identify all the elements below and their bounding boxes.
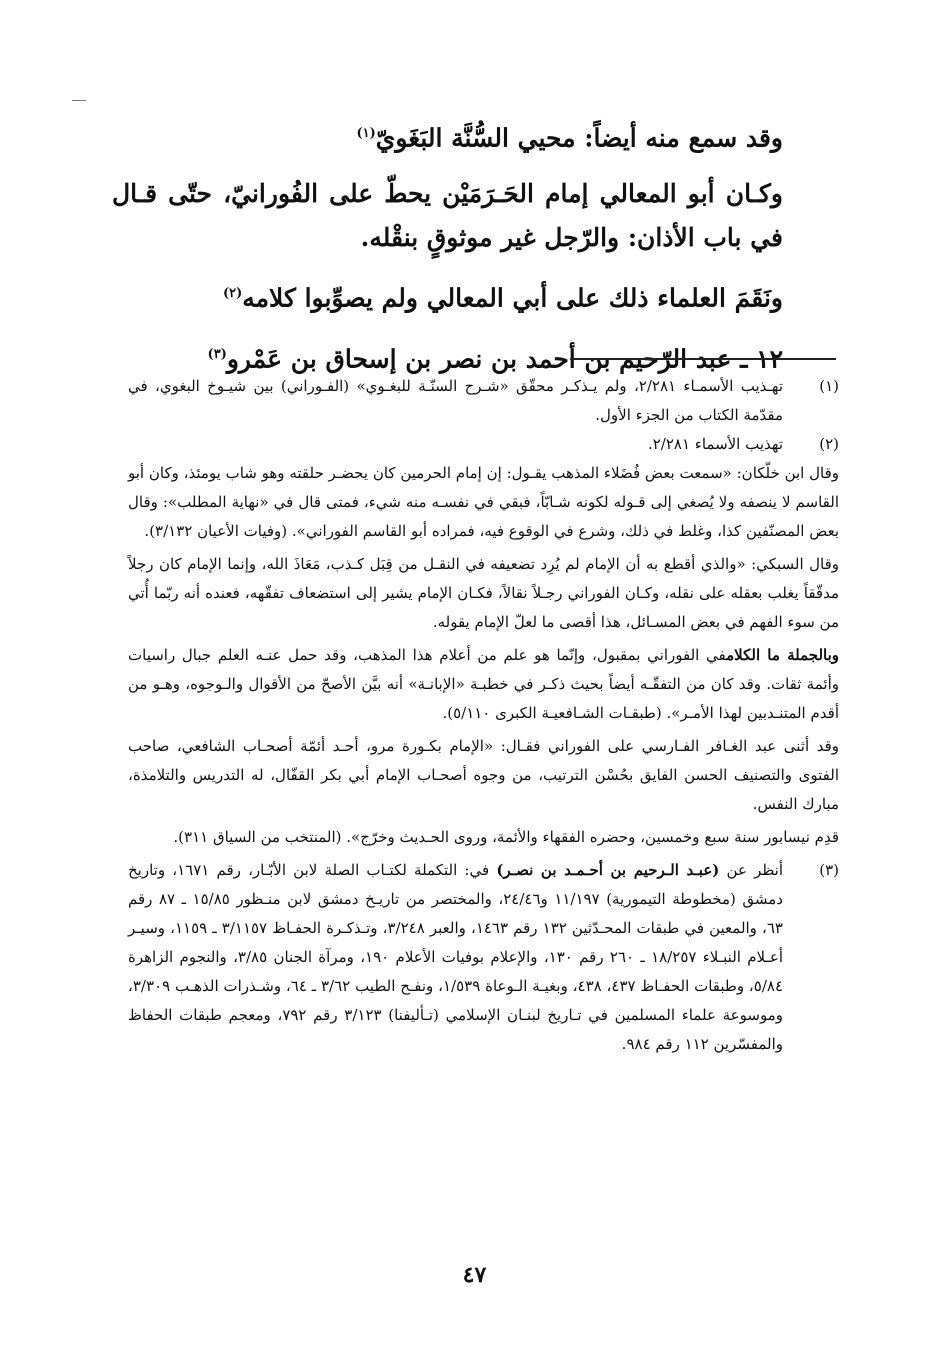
footnote-ref-2[interactable]: (٢) <box>222 286 243 302</box>
footnote-2-paragraph: وقال السبكي: «والذي أقطع به أن الإمام لم يُرِد تضعيفه في النقـل من قِبَل كـذب، مَعَاذَ الله، وإنما الإمام كان رجلاً مدقّقاً يغلب بعقله على نقله، وكـان الفوراني رجـلاً نقالاً، فكـان الإمام يشير إلى استضعاف تفقّهه، فعنده أنه ربّما أُتي من سوء الفهم في بعض المسـائل، هذا أقصى ما لعلّ الإمام يقوله. <box>128 555 839 631</box>
footnote-2-paragraph: وقد أثنى عبد الغـافر الفـارسي على الفوراني فقـال: «الإمام بكـورة مرو، أحـد أئمّة أصحـاب الشافعي، صاحب الفتوى والتصنيف الحسن الفايق بحُسْن الترتيب، من وجوه أصحـاب الإمام أبي بكر القفّال، له التدريس والتلامذة، مبارك النفس. <box>128 737 839 813</box>
footnote-2 <box>128 430 839 459</box>
bold-name: (عبـد الـرحيم بن أحـمـد بن نصـر) <box>496 861 720 879</box>
footnote-number: (٢) <box>819 435 839 453</box>
footnote-2-paragraph: وقال ابن خلّكان: «سمعت بعض فُضَلاء المذهب يقـول: إن إمام الحرمين كان يحضـر حلقته وهو شاب يومئذ، وكان أبو القاسم لا ينصفه ولا يُصغي إلى قـوله لكونه شـابّاً، فبقي في نفسـه منه شيء، فمتى قال في «نهاية المطلب»: وقال بعض المصنّفين كذا، وغلط في ذلك، وشرع في الوقوع فيه، فمراده أبو القاسم الفوراني». (وفيات الأعيان ٣/١٣٢). <box>128 464 839 540</box>
bold-lead: وبالجملة ما الكلام <box>726 646 839 664</box>
margin-mark <box>72 100 86 101</box>
entry-heading: ١٢ ـ عبد الرّحيم بن أحمد بن نصر بن إسحاق بن عَمْرو$^{(٣)}$ <box>207 343 783 373</box>
footnote-text: تهذيب الأسماء ٢/٢٨١. <box>647 435 783 453</box>
page-number: ٤٧ <box>462 1262 487 1288</box>
footnote-separator <box>570 358 836 360</box>
footnote-ref-1[interactable]: (١) <box>356 126 376 141</box>
footnote-number: (١) <box>819 377 839 395</box>
main-text <box>112 112 837 393</box>
footnote-text: أنظر عن (عبـد الـرحيم بن أحـمـد بن نصـر) في: التكملة لكتـاب الصلة لابن الأبّـار، رقم ١٦٧١، وتاريخ دمشق (مخطوطة التيمورية) ١١/١٩٧ و٢٤/٤٦، والمختصر من تاريـخ دمشق لابن منـظور ١٥/٨٥ ـ ٨٧ رقم ٦٣، والمعين في طبقات المحـدّثين ١٣٢ رقم ١٤٦٣، والعبر ٣/٢٤٨، وتـذكـرة الحفـاظ ٣/١١٥٧ ـ ١١٥٩، وسيـر أعـلام النبـلاء ١٨/٢٥٧ ـ ٢٦٠ رقم ١٣٠، والإعلام بوفيات الأعلام ١٩٠، ومرآة الجنان ٣/٨٥، والنجوم الزاهرة ٥/٨٤، وطبقات الحفـاظ ٤٣٧، ٤٣٨، وبغيـة الـوعاة ١/٥٣٩، ونفـح الطيب ٣/٦٢ ـ ٦٤، وشـذرات الذهـب ٣/٣٠٩، وموسوعة علماء المسلمين في تـاريخ لبنـان الإسلامي (تـأليفنا) ٣/١٢٣ رقم ٧٩٢، ومعجم طبقات الحفاظ والمفسّرين ١١٢ رقم ٩٨٤. <box>128 861 784 1053</box>
main-paragraph-2: وكـان أبو المعالي إمام الحَـرَمَيْن يحطّ على الفُورانيّ، حتّى قـال في باب الأذان: والرّجل غير موثوقٍ بنقْله. <box>112 179 783 253</box>
footnote-3 <box>128 856 839 1059</box>
footnote-2-paragraph: قدِم نيسابور سنة سبع وخمسين، وحضره الفقهاء والأئمة، وروى الحـديث وخرّج». (المنتخب من السياق ٣١١). <box>173 828 839 846</box>
footnote-1 <box>128 372 839 430</box>
footnotes <box>128 372 839 1059</box>
footnote-2-paragraph: وبالجملة ما الكلامفي الفوراني بمقبول، وإنّما هو علم من أعلام هذا المذهب، وقد حمل عنـه العلم جبال راسيات وأئمة ثقات. وقد كان من التفقّـه أيضاً بحيث ذكـر في خطبـة «الإبانـة» أنه بيَّن الأصحّ من الأقوال والـوجوه، وهـو من أقدم المتنـدبين لهذا الأمـر». (طبقـات الشـافعيـة الكبرى ٥/١١٠). <box>128 646 839 722</box>
main-paragraph-1: وقد سمع منه أيضاً: محيي السُّنَّة البَغَويّ$^{(١)}$ <box>356 123 783 153</box>
footnote-ref-3[interactable]: (٣) <box>207 346 227 362</box>
footnote-number: (٣) <box>819 861 839 879</box>
footnote-text: تهـذيب الأسمـاء ٢/٢٨١، ولم يـذكـر محقّق «شـرح السنّـة للبغـوي» (الفـوراني) بين شيـوخ البغوي، في مقدّمة الكتاب من الجزء الأول. <box>128 377 783 424</box>
main-paragraph-3: ونَقَمَ العلماء ذلك على أبي المعالي ولم يصوِّبوا كلامه$^{(٢)}$ <box>222 283 783 313</box>
